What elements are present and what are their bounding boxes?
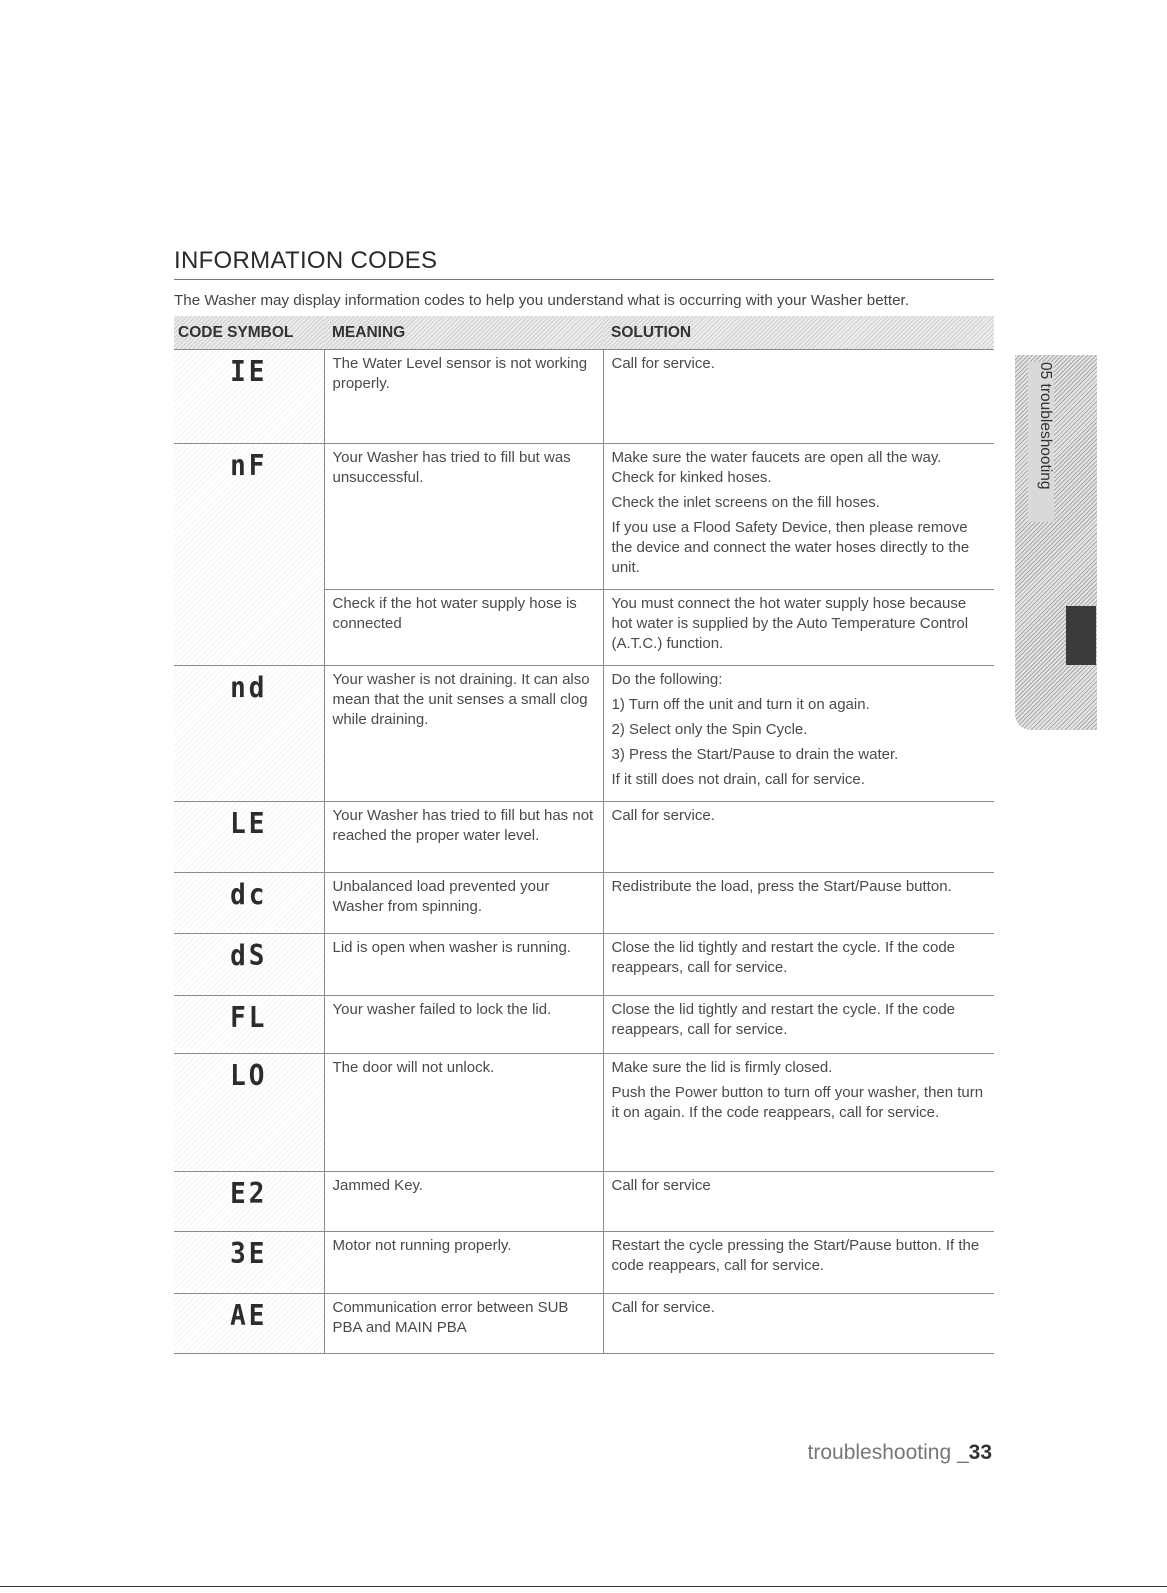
table-row bbox=[174, 1294, 994, 1354]
code-symbol: AE bbox=[230, 1299, 268, 1333]
solution-cell bbox=[603, 666, 994, 802]
table-row bbox=[174, 666, 994, 802]
solution-text: Make sure the lid is firmly closed. bbox=[611, 1059, 833, 1076]
solution-cell bbox=[603, 1054, 994, 1172]
solution-cell bbox=[603, 1232, 994, 1294]
code-symbol: IE bbox=[230, 355, 268, 389]
code-symbol-cell bbox=[174, 873, 324, 934]
code-symbol: nd bbox=[230, 671, 268, 705]
code-symbol: dc bbox=[230, 878, 268, 912]
code-symbol: dS bbox=[230, 939, 268, 973]
code-symbol: FL bbox=[230, 1001, 268, 1035]
code-symbol-cell bbox=[174, 802, 324, 873]
solution-text: Check the inlet screens on the fill hoses. bbox=[611, 494, 880, 511]
page-number: 33 bbox=[968, 1441, 992, 1464]
header-solution: SOLUTION bbox=[603, 316, 994, 350]
table-row bbox=[174, 996, 994, 1054]
solution-text: If you use a Flood Safety Device, then please remove the device and connect the water hoses directly to the unit. bbox=[611, 519, 970, 576]
code-symbol: nF bbox=[230, 449, 268, 483]
chapter-tab-label: 05 troubleshooting bbox=[1028, 362, 1054, 522]
solution-text: You must connect the hot water supply hose because hot water is supplied by the Auto Temperature Control (A.T.C.) function. bbox=[611, 595, 969, 652]
solution-cell bbox=[603, 873, 994, 934]
meaning-cell: The Water Level sensor is not working properly. bbox=[324, 350, 603, 444]
table-header-row bbox=[174, 316, 994, 350]
solution-text: If it still does not drain, call for service. bbox=[611, 771, 865, 788]
intro-text: The Washer may display information codes to help you understand what is occurring with your Washer better. bbox=[174, 292, 909, 309]
meaning-cell: The door will not unlock. bbox=[324, 1054, 603, 1172]
meaning-cell: Communication error between SUB PBA and MAIN PBA bbox=[324, 1294, 603, 1354]
solution-text: Restart the cycle pressing the Start/Pause button. If the code reappears, call for service. bbox=[611, 1237, 980, 1274]
bottom-divider bbox=[0, 1586, 1167, 1587]
solution-cell bbox=[603, 1172, 994, 1232]
solution-text: Close the lid tightly and restart the cycle. If the code reappears, call for service. bbox=[611, 939, 956, 976]
page-footer bbox=[808, 1441, 992, 1465]
code-symbol-cell bbox=[174, 1054, 324, 1172]
code-symbol-cell bbox=[174, 934, 324, 996]
meaning-cell: Motor not running properly. bbox=[324, 1232, 603, 1294]
solution-text: Make sure the water faucets are open all the way. Check for kinked hoses. bbox=[611, 449, 942, 486]
code-symbol: LE bbox=[230, 807, 268, 841]
code-symbol-cell bbox=[174, 1294, 324, 1354]
solution-text: 1) Turn off the unit and turn it on again. bbox=[611, 696, 870, 713]
solution-cell bbox=[603, 444, 994, 590]
code-symbol-cell bbox=[174, 444, 324, 666]
solution-text: Do the following: bbox=[611, 671, 723, 688]
solution-text: 2) Select only the Spin Cycle. bbox=[611, 721, 808, 738]
code-symbol: E2 bbox=[230, 1177, 268, 1211]
code-symbol-cell bbox=[174, 996, 324, 1054]
solution-cell bbox=[603, 1294, 994, 1354]
solution-text: Redistribute the load, press the Start/Pause button. bbox=[611, 878, 952, 895]
page-title: INFORMATION CODES bbox=[174, 247, 994, 280]
chapter-position-marker bbox=[1066, 606, 1096, 665]
solution-text: Call for service. bbox=[611, 355, 715, 372]
solution-cell bbox=[603, 934, 994, 996]
meaning-cell: Your Washer has tried to fill but was unsuccessful. bbox=[324, 444, 603, 590]
code-symbol-cell bbox=[174, 666, 324, 802]
meaning-cell: Your Washer has tried to fill but has not reached the proper water level. bbox=[324, 802, 603, 873]
code-symbol: LO bbox=[230, 1059, 268, 1093]
header-code-symbol: CODE SYMBOL bbox=[174, 316, 324, 350]
meaning-cell: Your washer is not draining. It can also mean that the unit senses a small clog while draining. bbox=[324, 666, 603, 802]
table-row bbox=[174, 802, 994, 873]
table-row bbox=[174, 934, 994, 996]
solution-cell bbox=[603, 350, 994, 444]
solution-text: Call for service. bbox=[611, 807, 715, 824]
table-row bbox=[174, 1054, 994, 1172]
solution-text: 3) Press the Start/Pause to drain the water. bbox=[611, 746, 899, 763]
table-row bbox=[174, 1232, 994, 1294]
meaning-cell: Unbalanced load prevented your Washer from spinning. bbox=[324, 873, 603, 934]
table-row bbox=[174, 350, 994, 444]
solution-text: Close the lid tightly and restart the cycle. If the code reappears, call for service. bbox=[611, 1001, 956, 1038]
table-row bbox=[174, 873, 994, 934]
code-symbol-cell bbox=[174, 1172, 324, 1232]
solution-cell bbox=[603, 996, 994, 1054]
solution-cell bbox=[603, 802, 994, 873]
code-symbol-cell bbox=[174, 350, 324, 444]
code-symbol: 3E bbox=[230, 1237, 268, 1271]
information-codes-table bbox=[174, 316, 994, 1354]
table-row bbox=[174, 1172, 994, 1232]
solution-text: Call for service. bbox=[611, 1299, 715, 1316]
meaning-cell: Check if the hot water supply hose is connected bbox=[324, 590, 603, 666]
solution-cell bbox=[603, 590, 994, 666]
footer-section-label: troubleshooting _ bbox=[807, 1441, 969, 1464]
table-row bbox=[174, 444, 994, 590]
meaning-cell: Your washer failed to lock the lid. bbox=[324, 996, 603, 1054]
solution-text: Call for service bbox=[611, 1177, 711, 1194]
code-symbol-cell bbox=[174, 1232, 324, 1294]
meaning-cell: Lid is open when washer is running. bbox=[324, 934, 603, 996]
meaning-cell: Jammed Key. bbox=[324, 1172, 603, 1232]
header-meaning: MEANING bbox=[324, 316, 603, 350]
solution-text: Push the Power button to turn off your washer, then turn it on again. If the code reappears, call for service. bbox=[611, 1084, 984, 1121]
